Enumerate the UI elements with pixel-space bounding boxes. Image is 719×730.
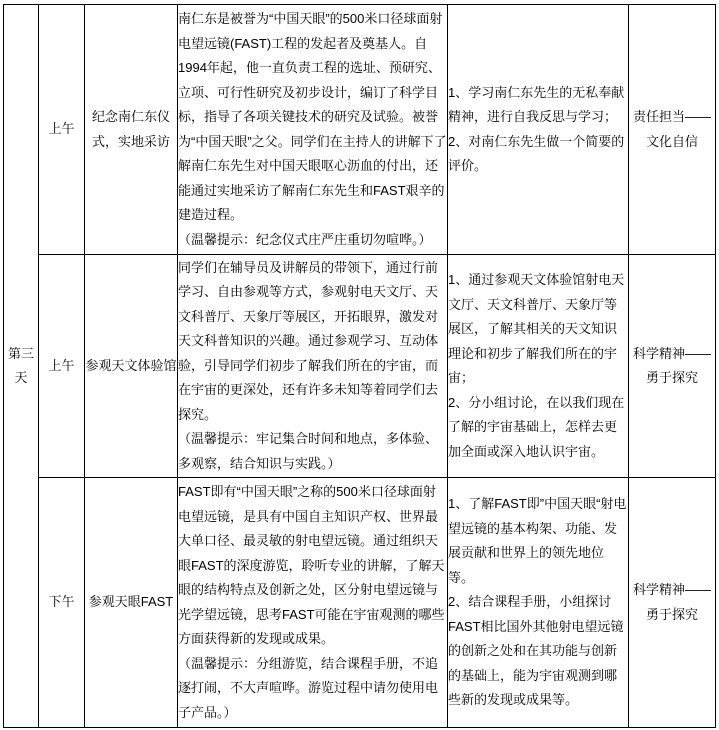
activity-cell: 参观天文体验馆	[85, 255, 178, 478]
task-item: 1、通过参观天文体验馆射电天文厅、天文科普厅、天象厅等展区，了解其相关的天文知识理论和初步了解我们所在的宇宙；	[448, 272, 625, 385]
description-cell	[178, 255, 448, 478]
description-reminder: （温馨提示：分组游览，结合课程手册，不追逐打闹，不大声喧哗。游览过程中请勿使用电子产品。）	[178, 655, 439, 720]
description-reminder: （温馨提示：牢记集合时间和地点，多体验、多观察，结合知识与实践。）	[178, 431, 439, 471]
tasks-cell	[448, 255, 629, 478]
tasks-cell	[448, 478, 629, 728]
theme-cell: 科学精神——勇于探究	[629, 478, 716, 728]
description-cell	[178, 478, 448, 728]
task-item: 1、了解FAST即”中国天眼“射电望远镜的基本构架、功能、发展贡献和世界上的领先地位等。	[448, 496, 627, 585]
task-item: 2、结合课程手册，小组探讨FAST相比国外其他射电望远镜的创新之处和在其功能与创新的基础上，能为宇宙观测到哪些新的发现或成果等。	[448, 594, 624, 708]
task-item: 1、学习南仁东先生的无私奉献精神，进行自我反思与学习；	[448, 84, 625, 124]
table-row-afternoon-fast	[4, 478, 716, 728]
task-item: 2、对南仁东先生做一个简要的评价。	[448, 133, 625, 173]
description-text: 南仁东是被誉为“中国天眼”的500米口径球面射电望远镜(FAST)工程的发起者及奠基人。自1994年起，他一直负责工程的选址、预研究、立项、可行性研究及初步设计，编订了科学目标，指导了各项关键技术的研究及试验。被誉为“中国天眼”之父。同学们在主持人的讲解下了解南仁东先生对中国天眼呕心沥血的付出，还能通过实地采访了解南仁东先生和FAST艰辛的建造过程。	[178, 11, 447, 222]
tasks-cell	[448, 5, 629, 255]
description-text: 同学们在辅导员及讲解员的带领下，通过行前学习、自由参观等方式，参观射电天文厅、天文科普厅、天象厅等展区，开拓眼界，激发对天文科普知识的兴趣。通过参观学习、互动体验，引导同学们初步了解我们所在的宇宙，而在宇宙的更深处，还有许多未知等着同学们去探究。	[178, 259, 439, 422]
description-reminder: （温馨提示：纪念仪式庄严庄重切勿喧哗。）	[178, 231, 432, 247]
table-row-morning-museum	[4, 255, 716, 478]
theme-cell: 责任担当——文化自信	[629, 5, 716, 255]
description-cell	[178, 5, 448, 255]
time-cell: 上午	[39, 5, 85, 255]
time-cell: 下午	[39, 478, 85, 728]
activity-cell: 纪念南仁东仪式，实地采访	[85, 5, 178, 255]
theme-cell: 科学精神——勇于探究	[629, 255, 716, 478]
time-cell: 上午	[39, 255, 85, 478]
activity-cell: 参观天眼FAST	[85, 478, 178, 728]
itinerary-table	[3, 4, 716, 728]
task-item: 2、分小组讨论，在以我们现在了解的宇宙基础上，怎样去更加全面或深入地认识宇宙。	[448, 394, 625, 459]
description-text: FAST即有“中国天眼”之称的500米口径球面射电望远镜，是具有中国自主知识产权、世界最大单口径、最灵敏的射电望远镜。通过组织天眼FAST的深度游览，聆听专业的讲解，了解天眼的结构特点及创新之处，区分射电望远镜与光学望远镜，思考FAST可能在宇宙观测的哪些方面获得新的发现或成果。	[178, 484, 445, 646]
table-row-morning-ceremony	[4, 5, 716, 255]
day-cell: 第三天	[4, 5, 39, 728]
